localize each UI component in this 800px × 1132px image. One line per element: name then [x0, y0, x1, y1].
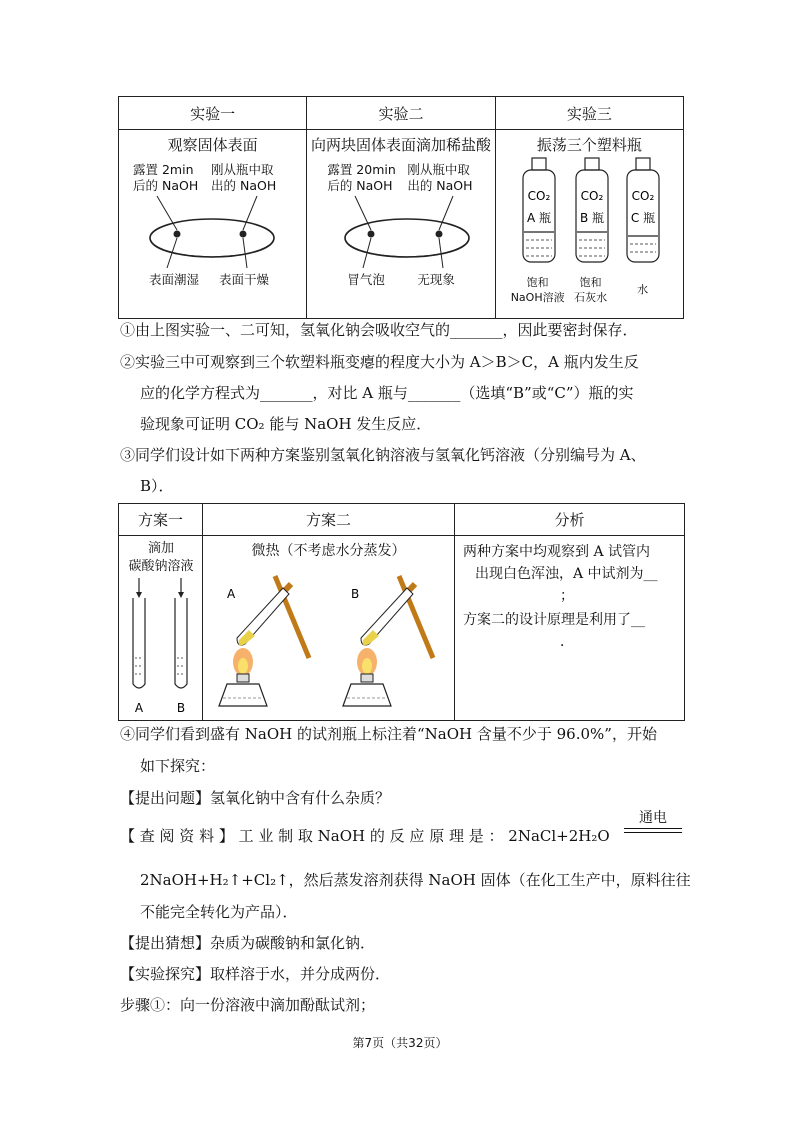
liquid-b [566, 275, 616, 305]
plan1-reagent-text: 滴加 碳酸钠溶液 [128, 541, 194, 574]
question-3-line-1: ③同学们设计如下两种方案鉴别氢氧化钠溶液与氢氧化钙溶液（分别编号为 A、 [120, 446, 646, 464]
analysis-line-5: ． [560, 634, 574, 650]
liquid-a-text: 饱和 NaOH溶液 [510, 276, 565, 304]
experiment-table [118, 96, 684, 319]
question-3-line-2: B）． [140, 477, 174, 495]
reaction-condition [624, 810, 682, 833]
equation-bar-top [624, 828, 682, 829]
analysis-cell [455, 536, 685, 721]
liquid-a [508, 275, 568, 305]
analysis-line-3: ； [560, 588, 574, 604]
para-equation-cont: 2NaOH+H₂↑+Cl₂↑，然后蒸发溶剂获得 NaOH 固体（在化工生产中，原料往往 [140, 871, 691, 889]
question-4-line-1: ④同学们看到盛有 NaOH 的试剂瓶上标注着“NaOH 含量不少于 96.0%”，开始 [120, 725, 657, 743]
bottle-b-gas: CO₂ [580, 189, 603, 203]
bottle-c-label: C 瓶 [630, 211, 655, 225]
exp2-bottom-right: 无现象 [417, 272, 455, 287]
para-hypothesis: 【提出猜想】杂质为碳酸钠和氯化钠． [120, 934, 376, 952]
question-2-line-3: 验现象可证明 CO₂ 能与 NaOH 发生反应． [140, 415, 432, 433]
plan2-caption: 微热（不考虑水分蒸发） [251, 543, 406, 559]
exp1-cell [119, 130, 307, 319]
exp1-label-left-text: 露置 2min 后的 NaOH [133, 162, 199, 193]
exp2-caption: 向两块固体表面滴加稀盐酸 [310, 136, 491, 154]
header-exp3: 实验三 [495, 97, 683, 130]
question-2-line-2: 应的化学方程式为_______，对比 A 瓶与_______（选填“B”或“C”）瓶的实 [140, 384, 634, 402]
exp1-label-right-text: 刚从瓶中取 出的 NaOH [211, 162, 277, 193]
header-plan2: 方案二 [203, 504, 455, 536]
apparatus-b-label: B [351, 587, 360, 601]
exp2-label-right-text: 刚从瓶中取 出的 NaOH [407, 162, 473, 193]
tube-b-label: B [176, 701, 186, 715]
reaction-condition-text: 通电 [639, 810, 667, 826]
exp2-cell [307, 130, 495, 319]
page-footer: 第7页（共32页） [352, 1036, 448, 1050]
plan-table [118, 503, 685, 721]
test-tubes-icon [119, 536, 203, 720]
header-exp1: 实验一 [119, 97, 307, 130]
question-2-line-1: ②实验三中可观察到三个软塑料瓶变瘪的程度大小为 A＞B＞C，A 瓶内发生反 [120, 353, 639, 371]
petri-dish-2-icon [307, 130, 507, 320]
tube-a-label: A [134, 701, 144, 715]
petri-dish-1-icon [119, 130, 305, 320]
header-analysis: 分析 [455, 504, 685, 536]
header-plan1: 方案一 [119, 504, 203, 536]
bottle-b-label: B 瓶 [579, 211, 604, 225]
plan2-cell [203, 536, 455, 721]
heating-apparatus-icon [203, 536, 455, 720]
para-step-1: 步骤①：向一份溶液中滴加酚酞试剂； [120, 996, 376, 1014]
exp1-bottom-left: 表面潮湿 [149, 272, 200, 287]
para-reference: 【 查 阅 资 料 】 工 业 制 取 NaOH 的 反 应 原 理 是 ： 2NaCl+2H₂O [120, 827, 610, 845]
bottle-c-gas: CO₂ [631, 189, 654, 203]
plan1-cell [119, 536, 203, 721]
exp1-caption: 观察固体表面 [167, 136, 258, 154]
exp1-bottom-right: 表面干燥 [219, 272, 270, 287]
para-exploration: 【实验探究】取样溶于水，并分成两份． [120, 965, 391, 983]
liquid-b-text: 饱和 石灰水 [574, 276, 608, 304]
bottle-a-gas: CO₂ [527, 189, 550, 203]
exp3-caption: 振荡三个塑料瓶 [536, 136, 642, 154]
exp2-label-left-text: 露置 20min 后的 NaOH [327, 162, 396, 193]
para-equation-note: 不能完全转化为产品）． [140, 903, 298, 921]
analysis-line-1: 两种方案中均观察到 A 试管内 [463, 544, 651, 560]
analysis-line-2: 出现白色浑浊，A 中试剂为__ [475, 566, 658, 582]
question-4-line-2: 如下探究： [140, 757, 216, 775]
liquid-c: 水 [637, 283, 649, 296]
question-1: ①由上图实验一、二可知，氢氧化钠会吸收空气的_______，因此要密封保存． [120, 321, 638, 339]
apparatus-a-label: A [227, 587, 236, 601]
equation-bar-bottom [624, 832, 682, 833]
analysis-line-4: 方案二的设计原理是利用了__ [463, 612, 645, 628]
exp3-cell [495, 130, 683, 319]
bottle-a-label: A 瓶 [526, 211, 551, 225]
header-exp2: 实验二 [307, 97, 495, 130]
para-question: 【提出问题】氢氧化钠中含有什么杂质？ [120, 789, 391, 807]
exp2-bottom-left: 冒气泡 [347, 272, 385, 287]
